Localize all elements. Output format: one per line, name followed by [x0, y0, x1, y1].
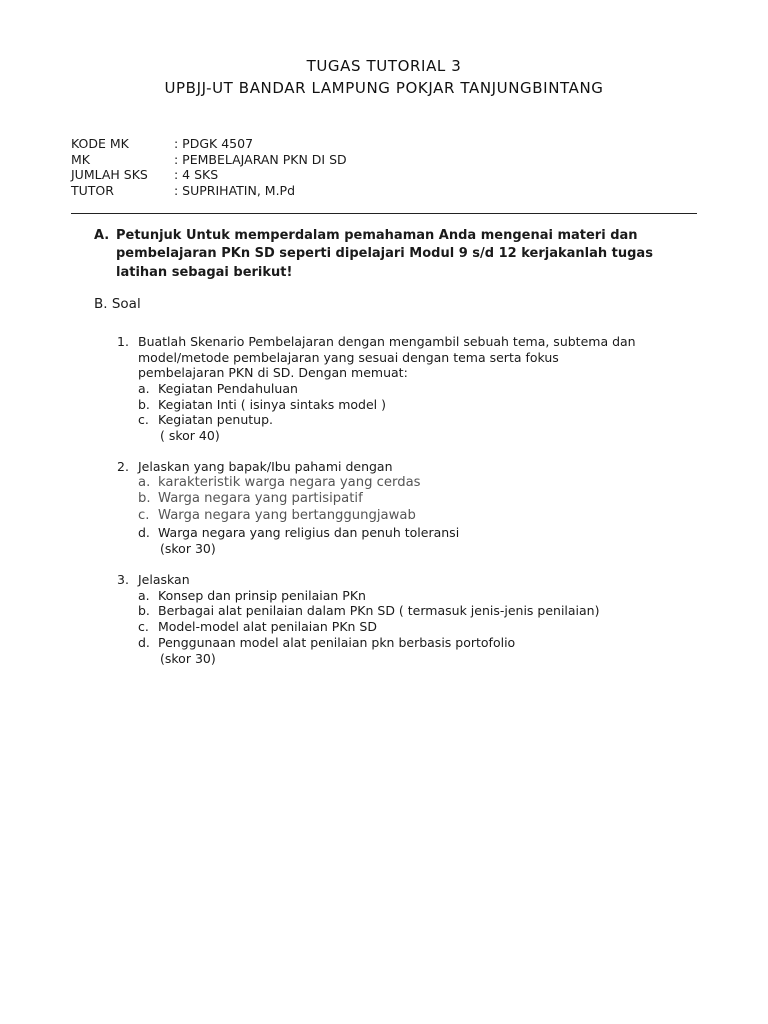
option-letter: c.	[138, 619, 149, 635]
course-info-key: MK	[71, 151, 90, 167]
course-info-row	[71, 136, 347, 152]
section-a-letter: A.	[94, 228, 110, 243]
option-letter: d.	[138, 634, 150, 650]
section-a-text: Petunjuk Untuk memperdalam pemahaman Anda mengenai materi dan pembelajaran PKn SD seperti dipelajari Modul 9 s/d 12 kerjakanlah tugas latihan sebagai berikut!	[116, 228, 653, 280]
course-info-row	[71, 152, 347, 168]
option-text: Warga negara yang partisipatif	[158, 491, 363, 506]
question-option	[138, 412, 273, 428]
course-info	[71, 136, 347, 199]
option-letter: a.	[138, 475, 151, 490]
option-text: Penggunaan model alat penilaian pkn berbasis portofolio	[158, 634, 516, 650]
option-letter: d.	[138, 525, 150, 540]
question-number: 3.	[117, 572, 129, 587]
course-info-value: : PDGK 4507	[174, 136, 254, 151]
option-text: Warga negara yang religius dan penuh toleransi	[158, 525, 460, 540]
option-letter: b.	[138, 491, 151, 506]
question-option	[138, 603, 600, 619]
option-text: Kegiatan Pendahuluan	[158, 381, 298, 396]
option-text: Model-model alat penilaian PKn SD	[158, 619, 377, 635]
question-score: (skor 30)	[160, 541, 216, 556]
question-score: (skor 30)	[160, 650, 216, 666]
question-option	[138, 397, 386, 413]
question-option	[138, 525, 459, 541]
option-letter: b.	[138, 397, 150, 412]
question-stem: Jelaskan yang bapak/Ibu pahami dengan	[138, 459, 393, 474]
course-info-key: JUMLAH SKS	[71, 167, 148, 183]
question-option	[138, 381, 298, 397]
question-stem: Buatlah Skenario Pembelajaran dengan mengambil sebuah tema, subtema dan model/metode pembelajaran yang sesuai dengan tema serta fokus pembelajaran PKN di SD. Dengan memuat:	[138, 334, 636, 381]
course-info-key: TUTOR	[71, 183, 114, 199]
option-letter: c.	[138, 412, 149, 427]
question-stem: Jelaskan	[138, 572, 190, 587]
option-text: Kegiatan penutup.	[158, 412, 273, 427]
option-text: Kegiatan Inti ( isinya sintaks model )	[158, 397, 386, 412]
document-subtitle: UPBJJ-UT BANDAR LAMPUNG POKJAR TANJUNGBINTANG	[164, 79, 604, 97]
question-option	[138, 588, 366, 604]
option-letter: b.	[138, 603, 150, 619]
question-number: 1.	[117, 334, 129, 349]
option-letter: a.	[138, 587, 150, 603]
option-text: Konsep dan prinsip penilaian PKn	[158, 587, 366, 603]
course-info-value: : SUPRIHATIN, M.Pd	[174, 183, 296, 199]
question-score: ( skor 40)	[160, 428, 220, 443]
question-option	[138, 491, 363, 507]
option-text: Berbagai alat penilaian dalam PKn SD ( termasuk jenis-jenis penilaian)	[158, 603, 600, 619]
question-option	[138, 475, 421, 491]
course-info-value: : PEMBELAJARAN PKN DI SD	[174, 151, 347, 167]
option-text: karakteristik warga negara yang cerdas	[158, 475, 421, 490]
course-info-row	[71, 167, 347, 183]
question-option	[138, 635, 515, 651]
document-title: TUGAS TUTORIAL 3	[306, 57, 462, 75]
option-text: Warga negara yang bertanggungjawab	[158, 508, 416, 523]
question-number: 2.	[117, 459, 129, 474]
course-info-value: : 4 SKS	[174, 167, 219, 183]
course-info-row	[71, 183, 347, 199]
question-option	[138, 508, 416, 524]
question-option	[138, 619, 377, 635]
option-letter: a.	[138, 381, 150, 396]
header-divider	[71, 213, 697, 214]
course-info-key: KODE MK	[71, 136, 129, 151]
section-b-heading: B. Soal	[94, 296, 141, 312]
option-letter: c.	[138, 508, 150, 523]
